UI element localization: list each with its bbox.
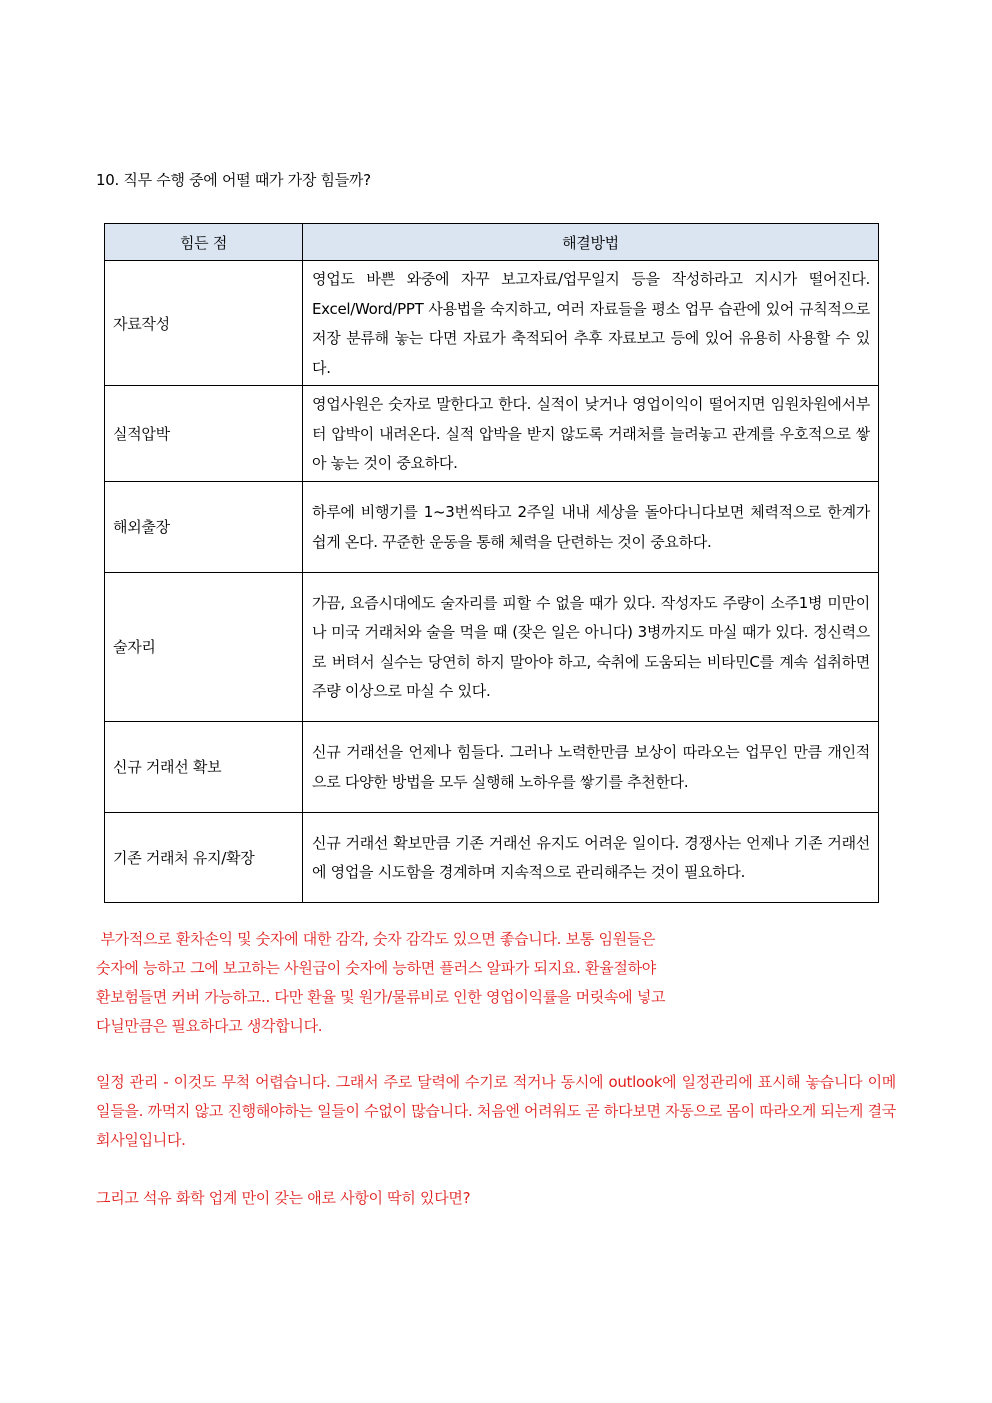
- question-heading: 10. 직무 수행 중에 어떨 때가 가장 힘들까?: [96, 171, 371, 189]
- table-row: [105, 572, 879, 721]
- note-line: 다닐만큼은 필요하다고 생각합니다.: [96, 1017, 323, 1035]
- note-line: 숫자에 능하고 그에 보고하는 사원급이 숫자에 능하면 플러스 알파가 되지요. 환율절하야: [96, 959, 656, 977]
- table-row: [105, 721, 879, 812]
- note-schedule-management: 일정 관리 - 이것도 무척 어렵습니다. 그래서 주로 달력에 수기로 적거나 동시에 outlook에 일정관리에 표시해 놓습니다 이메일들을. 까먹지 않고 진행해야하는 일들이 수없이 많습니다. 처음엔 어려워도 곧 하다보면 자동으로 몸이 따라오게 되는게 결국 회사일입니다.: [96, 1073, 896, 1149]
- header-solution: 해결방법: [303, 224, 879, 261]
- note-petrochemical-question: 그리고 석유 화학 업계 만이 갖는 애로 사항이 딱히 있다면?: [96, 1189, 471, 1207]
- row-issue: 기존 거래처 유지/확장: [105, 812, 303, 902]
- table-row: [105, 812, 879, 902]
- table-row: [105, 386, 879, 482]
- row-solution: 신규 거래선 확보만큼 기존 거래선 유지도 어려운 일이다. 경쟁사는 언제나 기존 거래선에 영업을 시도함을 경계하며 지속적으로 관리해주는 것이 필요하다.: [303, 812, 879, 902]
- note-line: 환보험들면 커버 가능하고.. 다만 환율 및 원가/물류비로 인한 영업이익률을 머릿속에 넣고: [96, 988, 666, 1006]
- row-solution: 하루에 비행기를 1~3번씩타고 2주일 내내 세상을 돌아다니다보면 체력적으로 한계가 쉽게 온다. 꾸준한 운동을 통해 체력을 단련하는 것이 중요하다.: [303, 481, 879, 572]
- row-issue: 실적압박: [105, 386, 303, 482]
- row-issue: 신규 거래선 확보: [105, 721, 303, 812]
- difficulty-table: [104, 223, 879, 903]
- row-issue: 자료작성: [105, 261, 303, 386]
- note-exchange-rate: [96, 925, 876, 1041]
- note-line: 부가적으로 환차손익 및 숫자에 대한 감각, 숫자 감각도 있으면 좋습니다. 보통 임원들은: [96, 930, 656, 948]
- row-solution: 영업도 바쁜 와중에 자꾸 보고자료/업무일지 등을 작성하라고 지시가 떨어진다. Excel/Word/PPT 사용법을 숙지하고, 여러 자료들을 평소 업무 습관에 있어 규칙적으로 저장 분류해 놓는 다면 자료가 축적되어 추후 자료보고 등에 있어 유용히 사용할 수 있다.: [303, 261, 879, 386]
- header-difficulty: 힘든 점: [105, 224, 303, 261]
- row-solution: 영업사원은 숫자로 말한다고 한다. 실적이 낮거나 영업이익이 떨어지면 임원차원에서부터 압박이 내려온다. 실적 압박을 받지 않도록 거래처를 늘려놓고 관계를 우호적으로 쌓아 놓는 것이 중요하다.: [303, 386, 879, 482]
- row-solution: 신규 거래선을 언제나 힘들다. 그러나 노력한만큼 보상이 따라오는 업무인 만큼 개인적으로 다양한 방법을 모두 실행해 노하우를 쌓기를 추천한다.: [303, 721, 879, 812]
- row-issue: 해외출장: [105, 481, 303, 572]
- table-header-row: [105, 224, 879, 261]
- row-issue: 술자리: [105, 572, 303, 721]
- table-row: [105, 261, 879, 386]
- table-row: [105, 481, 879, 572]
- row-solution: 가끔, 요즘시대에도 술자리를 피할 수 없을 때가 있다. 작성자도 주량이 소주1병 미만이나 미국 거래처와 술을 먹을 때 (잦은 일은 아니다) 3병까지도 마실 때가 있다. 정신력으로 버텨서 실수는 당연히 하지 말아야 하고, 숙취에 도움되는 비타민C를 계속 섭취하면 주량 이상으로 마실 수 있다.: [303, 572, 879, 721]
